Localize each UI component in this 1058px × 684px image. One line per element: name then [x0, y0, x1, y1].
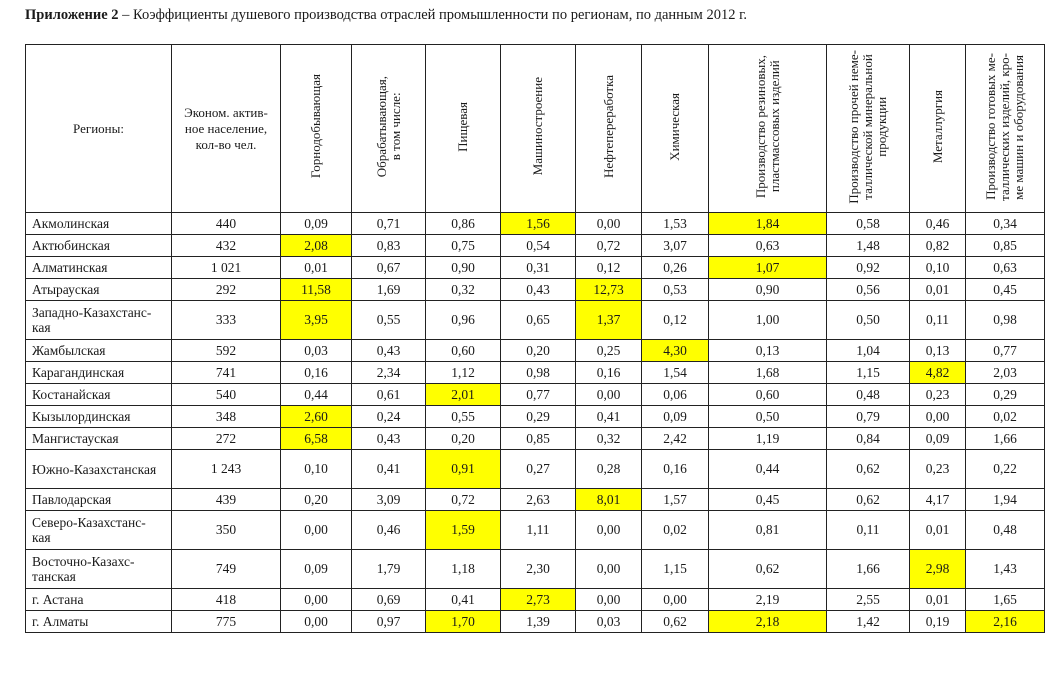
coefficient-cell: 0,90 [709, 279, 827, 301]
coefficient-cell: 0,12 [642, 301, 709, 340]
coefficient-cell: 1,15 [642, 550, 709, 589]
coefficients-table [25, 44, 1045, 633]
header-population [172, 45, 281, 213]
coefficient-cell: 0,62 [827, 450, 910, 489]
coefficient-cell: 0,16 [281, 362, 352, 384]
coefficient-cell: 0,72 [576, 235, 642, 257]
coefficient-cell: 0,01 [910, 511, 966, 550]
table-row [26, 340, 1045, 362]
population-cell: 439 [172, 489, 281, 511]
coefficient-cell: 0,60 [426, 340, 501, 362]
coefficient-cell: 0,01 [910, 589, 966, 611]
coefficient-cell: 0,67 [352, 257, 426, 279]
coefficient-cell: 0,27 [501, 450, 576, 489]
table-row [26, 213, 1045, 235]
coefficient-cell: 0,34 [966, 213, 1045, 235]
coefficient-cell: 0,81 [709, 511, 827, 550]
table-caption [25, 7, 747, 24]
coefficient-cell: 0,86 [426, 213, 501, 235]
coefficient-cell: 1,04 [827, 340, 910, 362]
coefficient-cell: 0,10 [910, 257, 966, 279]
coefficient-cell: 1,18 [426, 550, 501, 589]
coefficient-cell: 0,00 [576, 384, 642, 406]
coefficient-cell: 1,94 [966, 489, 1045, 511]
table-row [26, 279, 1045, 301]
coefficient-cell: 1,39 [501, 611, 576, 633]
coefficient-cell: 0,58 [827, 213, 910, 235]
coefficient-cell: 1,37 [576, 301, 642, 340]
coefficient-cell: 0,43 [352, 340, 426, 362]
coefficient-cell: 0,50 [709, 406, 827, 428]
coefficient-cell: 0,00 [576, 550, 642, 589]
coefficient-cell: 1,54 [642, 362, 709, 384]
coefficient-cell: 0,97 [352, 611, 426, 633]
coefficient-cell: 1,65 [966, 589, 1045, 611]
coefficient-cell: 0,00 [576, 511, 642, 550]
coefficient-cell: 1,07 [709, 257, 827, 279]
coefficient-cell: 2,34 [352, 362, 426, 384]
coefficient-cell: 0,98 [966, 301, 1045, 340]
table-row [26, 611, 1045, 633]
coefficient-cell: 2,19 [709, 589, 827, 611]
header-food: Пищевая [426, 45, 501, 213]
coefficient-cell: 0,48 [827, 384, 910, 406]
header-chemical: Химическая [642, 45, 709, 213]
population-cell: 775 [172, 611, 281, 633]
coefficient-cell: 0,77 [501, 384, 576, 406]
coefficient-cell: 0,09 [281, 213, 352, 235]
header-nonmetal-minerals: Производство прочей неме- таллической минеральной продукции [827, 45, 910, 213]
coefficient-cell: 0,62 [827, 489, 910, 511]
coefficient-cell: 0,61 [352, 384, 426, 406]
coefficient-cell: 0,00 [910, 406, 966, 428]
coefficient-cell: 1,84 [709, 213, 827, 235]
table-row [26, 301, 1045, 340]
coefficient-cell: 1,53 [642, 213, 709, 235]
region-name: Алматинская [26, 257, 172, 279]
coefficient-cell: 0,00 [642, 589, 709, 611]
coefficient-cell: 2,16 [966, 611, 1045, 633]
coefficient-cell: 2,01 [426, 384, 501, 406]
coefficient-cell: 6,58 [281, 428, 352, 450]
coefficient-cell: 0,77 [966, 340, 1045, 362]
coefficient-cell: 0,50 [827, 301, 910, 340]
coefficient-cell: 0,55 [426, 406, 501, 428]
coefficient-cell: 2,73 [501, 589, 576, 611]
coefficient-cell: 1,12 [426, 362, 501, 384]
population-cell: 292 [172, 279, 281, 301]
coefficient-cell: 0,46 [910, 213, 966, 235]
coefficient-cell: 0,06 [642, 384, 709, 406]
coefficient-cell: 1,42 [827, 611, 910, 633]
table-row [26, 384, 1045, 406]
coefficient-cell: 0,85 [501, 428, 576, 450]
region-name: Мангистауская [26, 428, 172, 450]
population-cell: 440 [172, 213, 281, 235]
population-cell: 592 [172, 340, 281, 362]
table-row [26, 257, 1045, 279]
region-name: Павлодарская [26, 489, 172, 511]
coefficient-cell: 0,23 [910, 384, 966, 406]
coefficient-cell: 0,62 [709, 550, 827, 589]
coefficient-cell: 0,91 [426, 450, 501, 489]
coefficient-cell: 4,82 [910, 362, 966, 384]
coefficient-cell: 0,90 [426, 257, 501, 279]
coefficient-cell: 0,01 [281, 257, 352, 279]
region-name: Южно-Казахстанская [26, 450, 172, 489]
coefficient-cell: 0,11 [910, 301, 966, 340]
coefficient-cell: 4,30 [642, 340, 709, 362]
coefficient-cell: 0,00 [576, 589, 642, 611]
coefficient-cell: 2,55 [827, 589, 910, 611]
header-mining: Горнодобывающая [281, 45, 352, 213]
region-name: Атырауская [26, 279, 172, 301]
table-row [26, 428, 1045, 450]
coefficient-cell: 1,79 [352, 550, 426, 589]
coefficient-cell: 0,43 [352, 428, 426, 450]
coefficient-cell: 0,72 [426, 489, 501, 511]
coefficient-cell: 0,60 [709, 384, 827, 406]
coefficient-cell: 2,30 [501, 550, 576, 589]
coefficient-cell: 2,60 [281, 406, 352, 428]
header-oil-refining: Нефтепереработка [576, 45, 642, 213]
population-cell: 741 [172, 362, 281, 384]
coefficient-cell: 0,83 [352, 235, 426, 257]
coefficient-cell: 0,65 [501, 301, 576, 340]
coefficient-cell: 0,85 [966, 235, 1045, 257]
coefficient-cell: 0,13 [709, 340, 827, 362]
population-cell: 348 [172, 406, 281, 428]
coefficient-cell: 0,92 [827, 257, 910, 279]
coefficient-cell: 0,09 [281, 550, 352, 589]
region-name: Акмолинская [26, 213, 172, 235]
coefficient-cell: 3,95 [281, 301, 352, 340]
region-name: Костанайская [26, 384, 172, 406]
coefficient-cell: 0,28 [576, 450, 642, 489]
table-row [26, 589, 1045, 611]
coefficient-cell: 0,45 [709, 489, 827, 511]
coefficient-cell: 0,98 [501, 362, 576, 384]
coefficient-cell: 0,00 [281, 611, 352, 633]
coefficient-cell: 0,41 [426, 589, 501, 611]
table-row [26, 450, 1045, 489]
coefficient-cell: 0,22 [966, 450, 1045, 489]
coefficient-cell: 0,12 [576, 257, 642, 279]
population-cell: 749 [172, 550, 281, 589]
coefficient-cell: 0,43 [501, 279, 576, 301]
region-name: Восточно-Казахс- танская [26, 550, 172, 589]
coefficient-cell: 0,54 [501, 235, 576, 257]
population-cell: 418 [172, 589, 281, 611]
header-metallurgy: Металлургия [910, 45, 966, 213]
coefficient-cell: 0,20 [281, 489, 352, 511]
population-cell: 1 021 [172, 257, 281, 279]
population-cell: 540 [172, 384, 281, 406]
coefficient-cell: 1,48 [827, 235, 910, 257]
header-row [26, 45, 1045, 213]
coefficient-cell: 0,00 [281, 589, 352, 611]
coefficient-cell: 0,46 [352, 511, 426, 550]
coefficient-cell: 1,15 [827, 362, 910, 384]
coefficient-cell: 1,19 [709, 428, 827, 450]
coefficient-cell: 0,41 [576, 406, 642, 428]
coefficient-cell: 0,16 [642, 450, 709, 489]
population-cell: 1 243 [172, 450, 281, 489]
coefficient-cell: 1,66 [966, 428, 1045, 450]
coefficient-cell: 0,32 [576, 428, 642, 450]
table-row [26, 511, 1045, 550]
coefficient-cell: 0,10 [281, 450, 352, 489]
table-body [26, 213, 1045, 633]
coefficient-cell: 0,00 [576, 213, 642, 235]
coefficient-cell: 0,44 [709, 450, 827, 489]
header-machinery: Машиностроение [501, 45, 576, 213]
coefficient-cell: 0,31 [501, 257, 576, 279]
coefficient-cell: 2,98 [910, 550, 966, 589]
coefficient-cell: 0,26 [642, 257, 709, 279]
coefficient-cell: 0,02 [966, 406, 1045, 428]
population-cell: 350 [172, 511, 281, 550]
coefficient-cell: 0,63 [709, 235, 827, 257]
region-name: Актюбинская [26, 235, 172, 257]
coefficient-cell: 0,01 [910, 279, 966, 301]
header-rubber-plastics: Производство резиновых, пластмассовых изделий [709, 45, 827, 213]
coefficient-cell: 0,16 [576, 362, 642, 384]
caption-label: Приложение 2 [25, 7, 119, 23]
coefficient-cell: 1,57 [642, 489, 709, 511]
coefficient-cell: 0,20 [426, 428, 501, 450]
table-row [26, 550, 1045, 589]
coefficient-cell: 0,09 [642, 406, 709, 428]
coefficient-cell: 3,07 [642, 235, 709, 257]
coefficient-cell: 0,03 [576, 611, 642, 633]
coefficient-cell: 0,00 [281, 511, 352, 550]
coefficient-cell: 0,09 [910, 428, 966, 450]
population-cell: 333 [172, 301, 281, 340]
coefficient-cell: 0,69 [352, 589, 426, 611]
coefficient-cell: 0,55 [352, 301, 426, 340]
coefficient-cell: 1,69 [352, 279, 426, 301]
coefficient-cell: 0,29 [501, 406, 576, 428]
header-population-lines: Эконом. актив- ное население, кол-во чел. [184, 104, 268, 152]
coefficient-cell: 12,73 [576, 279, 642, 301]
coefficient-cell: 0,82 [910, 235, 966, 257]
coefficient-cell: 2,18 [709, 611, 827, 633]
caption-text: – Коэффициенты душевого производства отраслей промышленности по регионам, по данным 2012 г. [118, 7, 748, 23]
coefficient-cell: 1,11 [501, 511, 576, 550]
coefficient-cell: 0,96 [426, 301, 501, 340]
table-row [26, 406, 1045, 428]
coefficient-cell: 3,09 [352, 489, 426, 511]
population-cell: 432 [172, 235, 281, 257]
coefficient-cell: 8,01 [576, 489, 642, 511]
header-region: Регионы: [26, 45, 172, 213]
region-name: Кызылординская [26, 406, 172, 428]
coefficient-cell: 2,42 [642, 428, 709, 450]
population-cell: 272 [172, 428, 281, 450]
coefficient-cell: 0,13 [910, 340, 966, 362]
coefficient-cell: 0,75 [426, 235, 501, 257]
coefficient-cell: 0,03 [281, 340, 352, 362]
coefficient-cell: 1,68 [709, 362, 827, 384]
coefficient-cell: 0,41 [352, 450, 426, 489]
header-metal-products: Производство готовых ме- таллических изделий, кро- ме машин и оборудования [966, 45, 1045, 213]
coefficient-cell: 0,32 [426, 279, 501, 301]
coefficient-cell: 0,23 [910, 450, 966, 489]
region-name: г. Астана [26, 589, 172, 611]
region-name: Карагандинская [26, 362, 172, 384]
region-name: Западно-Казахстанс- кая [26, 301, 172, 340]
coefficient-cell: 0,29 [966, 384, 1045, 406]
coefficient-cell: 4,17 [910, 489, 966, 511]
coefficient-cell: 0,02 [642, 511, 709, 550]
coefficient-cell: 0,24 [352, 406, 426, 428]
coefficient-cell: 1,70 [426, 611, 501, 633]
coefficient-cell: 0,25 [576, 340, 642, 362]
coefficient-cell: 0,11 [827, 511, 910, 550]
coefficient-cell: 2,63 [501, 489, 576, 511]
coefficient-cell: 0,48 [966, 511, 1045, 550]
coefficient-cell: 1,43 [966, 550, 1045, 589]
coefficient-cell: 0,19 [910, 611, 966, 633]
coefficient-cell: 1,59 [426, 511, 501, 550]
coefficient-cell: 0,56 [827, 279, 910, 301]
coefficient-cell: 1,56 [501, 213, 576, 235]
coefficient-cell: 0,20 [501, 340, 576, 362]
table-row [26, 362, 1045, 384]
coefficient-cell: 11,58 [281, 279, 352, 301]
coefficient-cell: 0,79 [827, 406, 910, 428]
coefficient-cell: 2,08 [281, 235, 352, 257]
coefficient-cell: 2,03 [966, 362, 1045, 384]
table-row [26, 489, 1045, 511]
coefficient-cell: 1,00 [709, 301, 827, 340]
coefficient-cell: 0,84 [827, 428, 910, 450]
coefficient-cell: 1,66 [827, 550, 910, 589]
coefficient-cell: 0,71 [352, 213, 426, 235]
coefficient-cell: 0,62 [642, 611, 709, 633]
header-manufacturing: Обрабатывающая, в том числе: [352, 45, 426, 213]
region-name: Северо-Казахстанс- кая [26, 511, 172, 550]
coefficient-cell: 0,45 [966, 279, 1045, 301]
coefficient-cell: 0,53 [642, 279, 709, 301]
coefficient-cell: 0,44 [281, 384, 352, 406]
table-row [26, 235, 1045, 257]
region-name: г. Алматы [26, 611, 172, 633]
region-name: Жамбылская [26, 340, 172, 362]
coefficient-cell: 0,63 [966, 257, 1045, 279]
